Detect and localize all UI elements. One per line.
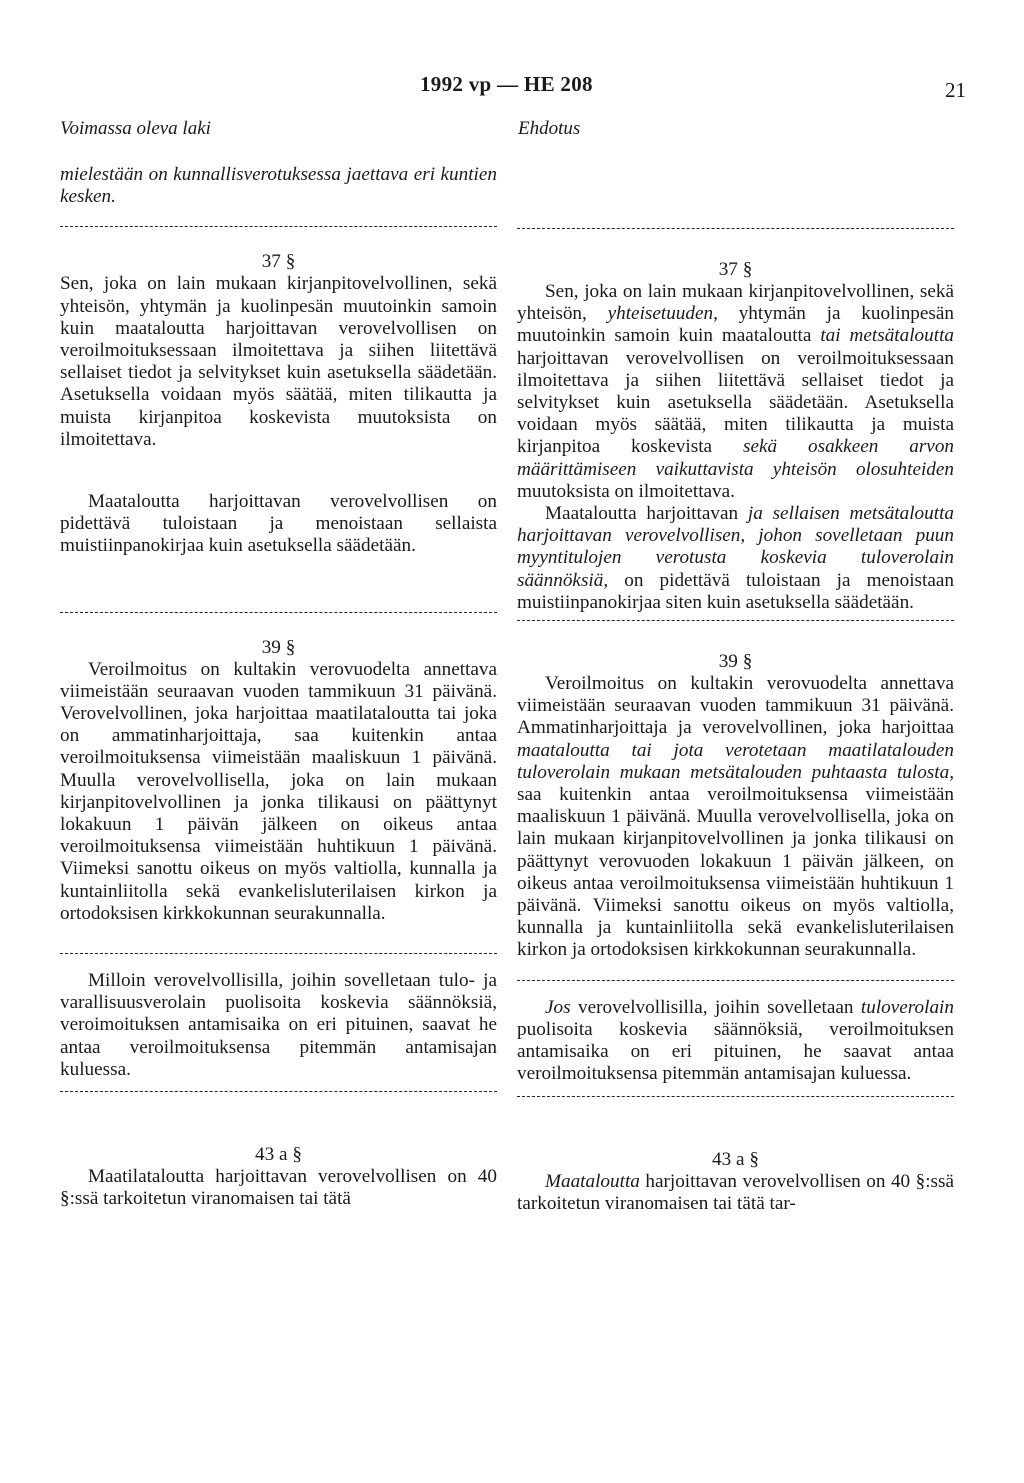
section-separator <box>60 1091 497 1092</box>
section-43a-heading: 43 a § <box>255 1144 302 1166</box>
section-separator <box>517 980 954 981</box>
section-39-paragraph-2: Jos verovelvollisilla, joihin sovelletaan tuloverolain puolisoita koskevia säännöksiä, veroilmoituksen antamisaika on eri pituinen, he saavat antaa veroilmoituksensa pitemmän antamisajan kuluessa. <box>517 996 954 1085</box>
section-separator <box>60 226 497 227</box>
section-39-paragraph-2: Milloin verovelvollisilla, joihin sovelletaan tulo- ja varallisuusverolain puolisoita koskevia säännöksiä, veroimoituksen antamisaika on eri pituinen, saavat he antaa veroilmoituksensa pitemmän antamisajan kuluessa. <box>60 970 497 1080</box>
section-43a-paragraph-1: Maataloutta harjoittavan verovelvollisen on 40 §:ssä tarkoitetun viranomaisen tai tätä tar- <box>517 1170 954 1214</box>
section-separator <box>517 620 954 621</box>
section-37-paragraph-1: Sen, joka on lain mukaan kirjanpitovelvollinen, sekä yhteisön, yhteisetuuden, yhtymän ja kuolinpesän muutoinkin samoin kuin maataloutta tai metsätaloutta harjoittavan verovelvollisen on veroilmoituksessaan ilmoitettava ja siihen liitettävä sellaiset tiedot ja selvitykset kuin asetuksella säädetään. Asetuksella voidaan myös säätää, miten tilikautta ja muista kirjanpitoa koskevista sekä osakkeen arvon määrittämiseen vaikuttavista yhteisön olosuhteiden muutoksista on ilmoitettava. <box>517 281 955 502</box>
section-43a-heading: 43 a § <box>712 1148 759 1170</box>
section-43a-paragraph-1: Maatilataloutta harjoittavan verovelvollisen on 40 §:ssä tarkoitetun viranomaisen tai tätä <box>60 1166 497 1210</box>
section-39-paragraph-1: Veroilmoitus on kultakin verovuodelta annettava viimeistään seuraavan vuoden tammikuun 31 päivänä. Ammatinharjoittaja ja verovelvollinen, joka harjoittaa maataloutta tai jota verotetaan maatilatalouden tuloverolain mukaan metsätalouden puhtaasta tulosta, saa kuitenkin antaa veroilmoituksensa viimeistään maaliskuun 1 päivänä. Muulla verovelvollisella, joka on lain mukaan kirjanpitovelvollinen ja jonka tilikausi on päättynyt verovuoden lokakuun 1 päivän jälkeen, on oikeus antaa veroilmoituksensa viimeistään huhtikuun 1 päivänä. Viimeksi sanottu oikeus on myös valtiolla, kunnalla ja kuntainliitolla sekä evankelisluterilaisen kirkon ja ortodoksisen kirkkokunnan seurakunnalla. <box>517 673 954 961</box>
column-label-current-law: Voimassa oleva laki <box>60 118 211 139</box>
section-separator <box>60 612 497 613</box>
section-37-paragraph-2: Maataloutta harjoittavan verovelvollisen on pidettävä tuloistaan ja menoistaan sellaista muistiinpanokirjaa kuin asetuksella säädetään. <box>60 491 497 557</box>
section-37-heading: 37 § <box>261 251 296 273</box>
section-separator <box>60 953 497 954</box>
intro-paragraph: mielestään on kunnallisverotuksessa jaettava eri kuntien kesken. <box>60 164 497 208</box>
section-separator <box>517 1096 954 1097</box>
section-37-heading: 37 § <box>718 259 753 280</box>
section-37-paragraph-2: Maataloutta harjoittavan ja sellaisen metsätaloutta harjoittavan verovelvollisen, johon sovelletaan puun myyntitulojen verotusta koskevia tuloverolain säännöksiä, on pidettävä tuloistaan ja menoistaan muistiinpanokirjaa siten kuin asetuksella säädetään. <box>517 503 954 613</box>
section-39-heading: 39 § <box>261 636 296 658</box>
document-title: 1992 vp — HE 208 <box>420 72 593 96</box>
page-number: 21 <box>945 78 966 102</box>
page-header <box>0 72 1024 106</box>
section-39-heading: 39 § <box>718 651 753 673</box>
section-37-paragraph-1: Sen, joka on lain mukaan kirjanpitovelvollinen, sekä yhteisön, yhtymän ja kuolinpesän muutoinkin samoin kuin maataloutta harjoittavan verovelvollisen on veroilmoituksessaan ilmoitettava ja siihen liitettävä sellaiset tiedot ja selvitykset kuin asetuksella säädetään. Asetuksella voidaan myös säätää, miten tilikautta ja muista kirjanpitoa koskevista muutoksista on ilmoitettava. <box>60 273 497 450</box>
proposal-column <box>517 118 954 1215</box>
column-label-proposal: Ehdotus <box>518 118 581 139</box>
section-39-paragraph-1: Veroilmoitus on kultakin verovuodelta annettava viimeistään seuraavan vuoden tammikuun 31 päivänä. Verovelvollinen, joka harjoittaa maatilataloutta tai joka on ammatinharjoittaja, saa kuitenkin antaa veroilmoituksensa viimeistään maaliskuun 1 päivänä. Muulla verovelvollisella, joka on lain mukaan kirjanpitovelvollinen ja jonka tilikausi on päättynyt lokakuun 1 päivän jälkeen on oikeus antaa veroilmoituksensa viimeistään huhtikuun 1 päivänä. Viimeksi sanottu oikeus on myös valtiolla, kunnalla ja kuntainliitolla sekä evankelisluterilaisen kirkon ja ortodoksisen kirkkokunnan seurakunnalla. <box>60 658 497 924</box>
current-law-column <box>60 118 497 1211</box>
section-separator <box>517 228 954 229</box>
